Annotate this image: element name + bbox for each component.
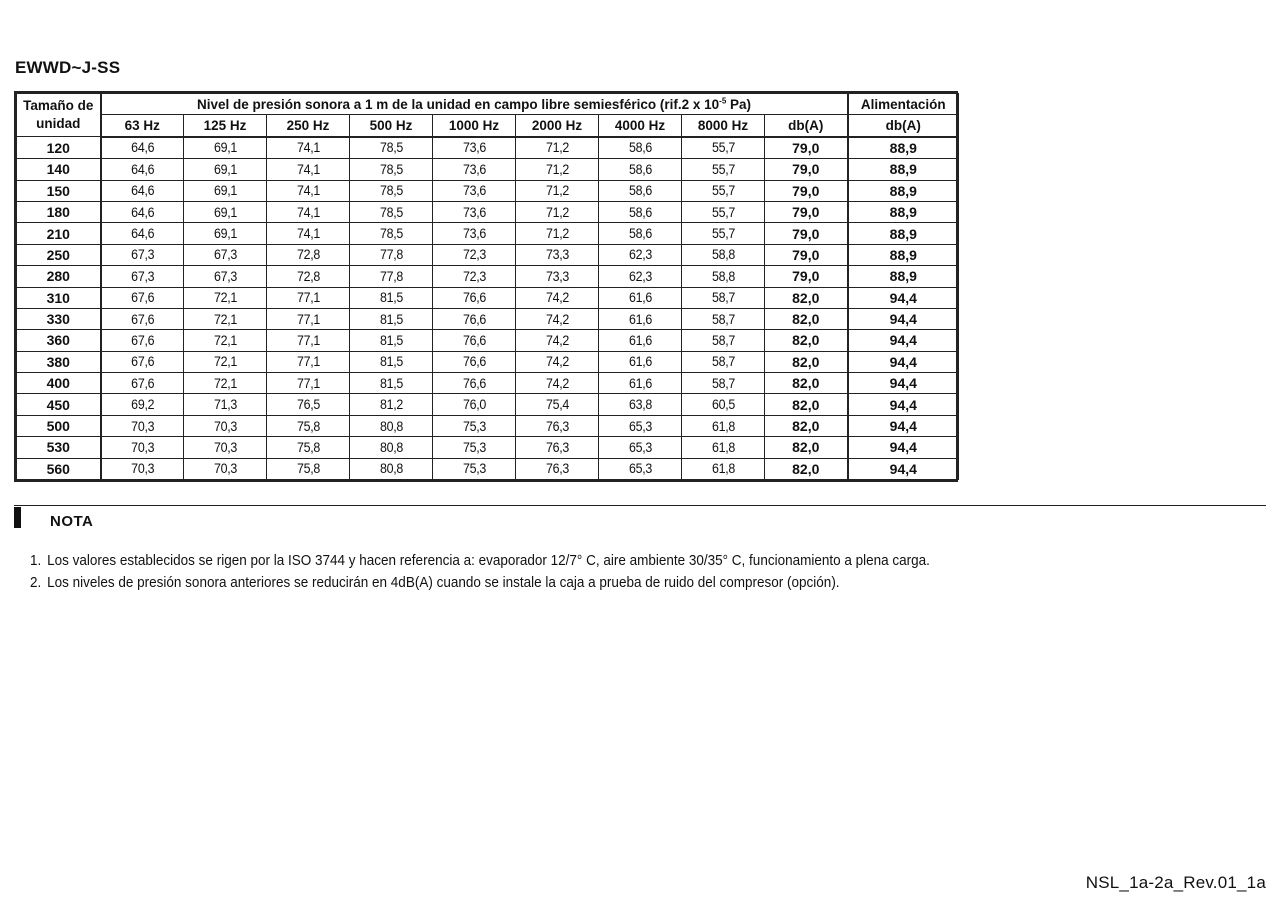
header-alim-dba: db(A) xyxy=(848,115,959,137)
cell-band-value: 64,6 xyxy=(104,180,180,201)
cell-band-value: 61,8 xyxy=(685,415,761,436)
cell-band-value: 58,7 xyxy=(685,308,761,329)
table-row xyxy=(17,223,959,244)
cell-band-value: 76,6 xyxy=(436,373,512,394)
cell-band-value: 75,8 xyxy=(270,437,346,458)
table-header-row-frequencies xyxy=(17,115,959,137)
header-unit-size xyxy=(17,94,101,137)
cell-band-value: 74,2 xyxy=(519,330,595,351)
cell-band-value: 74,1 xyxy=(270,223,346,244)
cell-band-value: 81,5 xyxy=(353,308,429,329)
cell-dba: 79,0 xyxy=(765,137,848,159)
cell-band-value: 73,6 xyxy=(436,223,512,244)
cell-band-value: 75,8 xyxy=(270,415,346,436)
header-dba: db(A) xyxy=(765,115,848,137)
cell-band-value: 76,6 xyxy=(436,351,512,372)
cell-band-value: 61,6 xyxy=(602,351,678,372)
cell-band-value: 81,5 xyxy=(353,287,429,308)
cell-band-value: 67,3 xyxy=(104,244,180,265)
cell-power-supply-dba: 94,4 xyxy=(848,287,959,308)
cell-band-value: 76,0 xyxy=(436,394,512,415)
cell-band-value: 65,3 xyxy=(602,437,678,458)
cell-band-value: 58,6 xyxy=(602,223,678,244)
cell-band-value: 70,3 xyxy=(187,458,263,479)
cell-unit-size: 310 xyxy=(17,287,101,308)
cell-dba: 82,0 xyxy=(765,437,848,458)
cell-band-value: 72,1 xyxy=(187,308,263,329)
cell-band-value: 67,6 xyxy=(104,330,180,351)
cell-band-value: 61,6 xyxy=(602,287,678,308)
cell-band-value: 75,3 xyxy=(436,437,512,458)
cell-dba: 82,0 xyxy=(765,351,848,372)
cell-power-supply-dba: 88,9 xyxy=(848,266,959,287)
cell-unit-size: 500 xyxy=(17,415,101,436)
cell-dba: 82,0 xyxy=(765,373,848,394)
cell-band-value: 58,7 xyxy=(685,351,761,372)
document-title: EWWD~J-SS xyxy=(15,58,121,77)
table-row xyxy=(17,373,959,394)
cell-band-value: 74,1 xyxy=(270,201,346,222)
cell-unit-size: 400 xyxy=(17,373,101,394)
cell-dba: 79,0 xyxy=(765,159,848,180)
cell-band-value: 74,1 xyxy=(270,180,346,201)
cell-band-value: 67,6 xyxy=(104,351,180,372)
header-freq-8000: 8000 Hz xyxy=(682,115,765,137)
cell-band-value: 61,6 xyxy=(602,373,678,394)
note-item-text: Los niveles de presión sonora anteriores se reducirán en 4dB(A) cuando se instale la caja a prueba de ruido del compresor (opción). xyxy=(47,574,840,591)
cell-band-value: 78,5 xyxy=(353,137,429,159)
cell-band-value: 76,3 xyxy=(519,437,595,458)
cell-dba: 79,0 xyxy=(765,244,848,265)
cell-power-supply-dba: 94,4 xyxy=(848,373,959,394)
cell-band-value: 67,6 xyxy=(104,373,180,394)
cell-dba: 82,0 xyxy=(765,415,848,436)
cell-band-value: 73,6 xyxy=(436,159,512,180)
cell-band-value: 76,6 xyxy=(436,287,512,308)
cell-band-value: 74,2 xyxy=(519,308,595,329)
cell-dba: 79,0 xyxy=(765,180,848,201)
header-freq-500: 500 Hz xyxy=(350,115,433,137)
cell-band-value: 77,1 xyxy=(270,308,346,329)
cell-power-supply-dba: 88,9 xyxy=(848,180,959,201)
cell-band-value: 69,1 xyxy=(187,137,263,159)
header-freq-4000: 4000 Hz xyxy=(599,115,682,137)
cell-dba: 79,0 xyxy=(765,201,848,222)
cell-power-supply-dba: 94,4 xyxy=(848,437,959,458)
cell-band-value: 61,8 xyxy=(685,458,761,479)
cell-band-value: 58,6 xyxy=(602,201,678,222)
cell-band-value: 75,4 xyxy=(519,394,595,415)
cell-dba: 82,0 xyxy=(765,394,848,415)
cell-band-value: 67,3 xyxy=(104,266,180,287)
table-row xyxy=(17,330,959,351)
cell-dba: 82,0 xyxy=(765,330,848,351)
cell-band-value: 80,8 xyxy=(353,437,429,458)
sound-table xyxy=(16,93,959,480)
cell-band-value: 73,6 xyxy=(436,201,512,222)
cell-band-value: 72,8 xyxy=(270,266,346,287)
cell-unit-size: 210 xyxy=(17,223,101,244)
table-row xyxy=(17,137,959,159)
cell-power-supply-dba: 94,4 xyxy=(848,308,959,329)
table-body xyxy=(17,137,959,480)
note-item xyxy=(30,550,930,572)
cell-band-value: 62,3 xyxy=(602,244,678,265)
cell-band-value: 69,1 xyxy=(187,201,263,222)
cell-power-supply-dba: 94,4 xyxy=(848,351,959,372)
header-group-text: Nivel de presión sonora a 1 m de la unidad en campo libre semiesférico (rif.2 x 10 xyxy=(196,96,720,112)
note-title: NOTA xyxy=(50,513,94,530)
cell-band-value: 55,7 xyxy=(685,180,761,201)
cell-unit-size: 250 xyxy=(17,244,101,265)
cell-power-supply-dba: 88,9 xyxy=(848,201,959,222)
cell-band-value: 76,3 xyxy=(519,458,595,479)
header-freq-250: 250 Hz xyxy=(267,115,350,137)
cell-band-value: 69,2 xyxy=(104,394,180,415)
cell-band-value: 64,6 xyxy=(104,159,180,180)
table-row xyxy=(17,180,959,201)
cell-power-supply-dba: 94,4 xyxy=(848,458,959,479)
cell-band-value: 71,2 xyxy=(519,159,595,180)
table-row xyxy=(17,351,959,372)
cell-band-value: 76,3 xyxy=(519,415,595,436)
note-item-number: 2. xyxy=(30,574,42,591)
cell-dba: 79,0 xyxy=(765,266,848,287)
cell-band-value: 55,7 xyxy=(685,137,761,159)
cell-band-value: 74,1 xyxy=(270,137,346,159)
cell-band-value: 78,5 xyxy=(353,201,429,222)
cell-unit-size: 360 xyxy=(17,330,101,351)
cell-band-value: 72,1 xyxy=(187,330,263,351)
cell-unit-size: 280 xyxy=(17,266,101,287)
section-divider xyxy=(14,505,1266,506)
cell-band-value: 76,5 xyxy=(270,394,346,415)
cell-band-value: 78,5 xyxy=(353,159,429,180)
cell-band-value: 69,1 xyxy=(187,159,263,180)
cell-unit-size: 140 xyxy=(17,159,101,180)
cell-band-value: 81,5 xyxy=(353,330,429,351)
table-row xyxy=(17,415,959,436)
cell-band-value: 70,3 xyxy=(104,458,180,479)
cell-band-value: 61,8 xyxy=(685,437,761,458)
header-freq-2000: 2000 Hz xyxy=(516,115,599,137)
cell-band-value: 73,6 xyxy=(436,137,512,159)
cell-band-value: 81,5 xyxy=(353,351,429,372)
cell-power-supply-dba: 88,9 xyxy=(848,137,959,159)
cell-band-value: 67,3 xyxy=(187,266,263,287)
cell-band-value: 64,6 xyxy=(104,137,180,159)
cell-band-value: 62,3 xyxy=(602,266,678,287)
cell-band-value: 70,3 xyxy=(187,415,263,436)
table-row xyxy=(17,308,959,329)
cell-band-value: 81,2 xyxy=(353,394,429,415)
cell-band-value: 67,6 xyxy=(104,287,180,308)
cell-band-value: 72,8 xyxy=(270,244,346,265)
table-row xyxy=(17,266,959,287)
cell-band-value: 67,3 xyxy=(187,244,263,265)
cell-power-supply-dba: 88,9 xyxy=(848,244,959,265)
cell-band-value: 74,1 xyxy=(270,159,346,180)
cell-unit-size: 330 xyxy=(17,308,101,329)
table-row xyxy=(17,437,959,458)
cell-band-value: 64,6 xyxy=(104,223,180,244)
cell-band-value: 77,1 xyxy=(270,330,346,351)
table-row xyxy=(17,201,959,222)
cell-band-value: 74,2 xyxy=(519,373,595,394)
cell-band-value: 76,6 xyxy=(436,330,512,351)
cell-band-value: 55,7 xyxy=(685,223,761,244)
cell-band-value: 75,8 xyxy=(270,458,346,479)
cell-dba: 82,0 xyxy=(765,287,848,308)
cell-band-value: 73,3 xyxy=(519,266,595,287)
header-group-exponent: -5 xyxy=(719,96,727,106)
cell-band-value: 69,1 xyxy=(187,180,263,201)
cell-band-value: 70,3 xyxy=(104,437,180,458)
cell-band-value: 81,5 xyxy=(353,373,429,394)
cell-band-value: 58,7 xyxy=(685,373,761,394)
cell-band-value: 58,6 xyxy=(602,159,678,180)
cell-band-value: 61,6 xyxy=(602,330,678,351)
cell-band-value: 72,3 xyxy=(436,244,512,265)
cell-band-value: 72,3 xyxy=(436,266,512,287)
note-item-text: Los valores establecidos se rigen por la ISO 3744 y hacen referencia a: evaporador 12/7° C, aire ambiente 30/35° C, funcionamiento a plena carga. xyxy=(47,552,930,569)
cell-dba: 79,0 xyxy=(765,223,848,244)
cell-band-value: 77,1 xyxy=(270,373,346,394)
cell-unit-size: 120 xyxy=(17,137,101,159)
cell-band-value: 80,8 xyxy=(353,458,429,479)
cell-dba: 82,0 xyxy=(765,308,848,329)
cell-power-supply-dba: 88,9 xyxy=(848,223,959,244)
header-sound-pressure-group xyxy=(101,94,848,115)
header-freq-63: 63 Hz xyxy=(101,115,184,137)
cell-band-value: 61,6 xyxy=(602,308,678,329)
cell-band-value: 72,1 xyxy=(187,287,263,308)
cell-unit-size: 450 xyxy=(17,394,101,415)
cell-band-value: 75,3 xyxy=(436,415,512,436)
table-row xyxy=(17,159,959,180)
table-header-row-group xyxy=(17,94,959,115)
cell-band-value: 71,2 xyxy=(519,137,595,159)
cell-band-value: 58,8 xyxy=(685,266,761,287)
note-item-number: 1. xyxy=(30,552,42,569)
cell-band-value: 71,3 xyxy=(187,394,263,415)
cell-band-value: 69,1 xyxy=(187,223,263,244)
cell-band-value: 71,2 xyxy=(519,223,595,244)
note-list xyxy=(30,550,930,594)
table-row xyxy=(17,394,959,415)
cell-band-value: 74,2 xyxy=(519,351,595,372)
cell-band-value: 70,3 xyxy=(187,437,263,458)
cell-band-value: 73,3 xyxy=(519,244,595,265)
cell-power-supply-dba: 94,4 xyxy=(848,415,959,436)
note-marker-bar xyxy=(14,507,21,528)
sound-pressure-table xyxy=(14,91,958,482)
note-item xyxy=(30,572,930,594)
cell-band-value: 73,6 xyxy=(436,180,512,201)
header-group-unit: Pa) xyxy=(726,96,752,112)
cell-unit-size: 380 xyxy=(17,351,101,372)
cell-band-value: 72,1 xyxy=(187,351,263,372)
header-freq-125: 125 Hz xyxy=(184,115,267,137)
cell-power-supply-dba: 88,9 xyxy=(848,159,959,180)
cell-band-value: 58,7 xyxy=(685,330,761,351)
cell-band-value: 76,6 xyxy=(436,308,512,329)
cell-band-value: 78,5 xyxy=(353,180,429,201)
cell-unit-size: 560 xyxy=(17,458,101,479)
header-unit-size-line1: Tamaño de xyxy=(23,98,94,114)
cell-band-value: 58,6 xyxy=(602,180,678,201)
cell-band-value: 78,5 xyxy=(353,223,429,244)
cell-power-supply-dba: 94,4 xyxy=(848,330,959,351)
cell-band-value: 71,2 xyxy=(519,201,595,222)
cell-band-value: 64,6 xyxy=(104,201,180,222)
cell-band-value: 58,7 xyxy=(685,287,761,308)
cell-band-value: 71,2 xyxy=(519,180,595,201)
cell-band-value: 63,8 xyxy=(602,394,678,415)
cell-band-value: 55,7 xyxy=(685,201,761,222)
cell-band-value: 60,5 xyxy=(685,394,761,415)
header-freq-1000: 1000 Hz xyxy=(433,115,516,137)
cell-unit-size: 530 xyxy=(17,437,101,458)
cell-band-value: 70,3 xyxy=(104,415,180,436)
cell-band-value: 67,6 xyxy=(104,308,180,329)
cell-band-value: 80,8 xyxy=(353,415,429,436)
header-unit-size-line2: unidad xyxy=(36,116,81,132)
cell-band-value: 75,3 xyxy=(436,458,512,479)
table-row xyxy=(17,458,959,479)
cell-band-value: 77,8 xyxy=(353,266,429,287)
table-row xyxy=(17,287,959,308)
cell-unit-size: 150 xyxy=(17,180,101,201)
cell-band-value: 72,1 xyxy=(187,373,263,394)
header-power-supply: Alimentación xyxy=(848,94,959,115)
cell-band-value: 65,3 xyxy=(602,415,678,436)
cell-band-value: 77,1 xyxy=(270,287,346,308)
cell-power-supply-dba: 94,4 xyxy=(848,394,959,415)
cell-band-value: 74,2 xyxy=(519,287,595,308)
document-code: NSL_1a-2a_Rev.01_1a xyxy=(1085,873,1266,892)
cell-dba: 82,0 xyxy=(765,458,848,479)
table-row xyxy=(17,244,959,265)
cell-band-value: 77,8 xyxy=(353,244,429,265)
cell-band-value: 77,1 xyxy=(270,351,346,372)
cell-unit-size: 180 xyxy=(17,201,101,222)
cell-band-value: 65,3 xyxy=(602,458,678,479)
cell-band-value: 58,8 xyxy=(685,244,761,265)
cell-band-value: 55,7 xyxy=(685,159,761,180)
cell-band-value: 58,6 xyxy=(602,137,678,159)
